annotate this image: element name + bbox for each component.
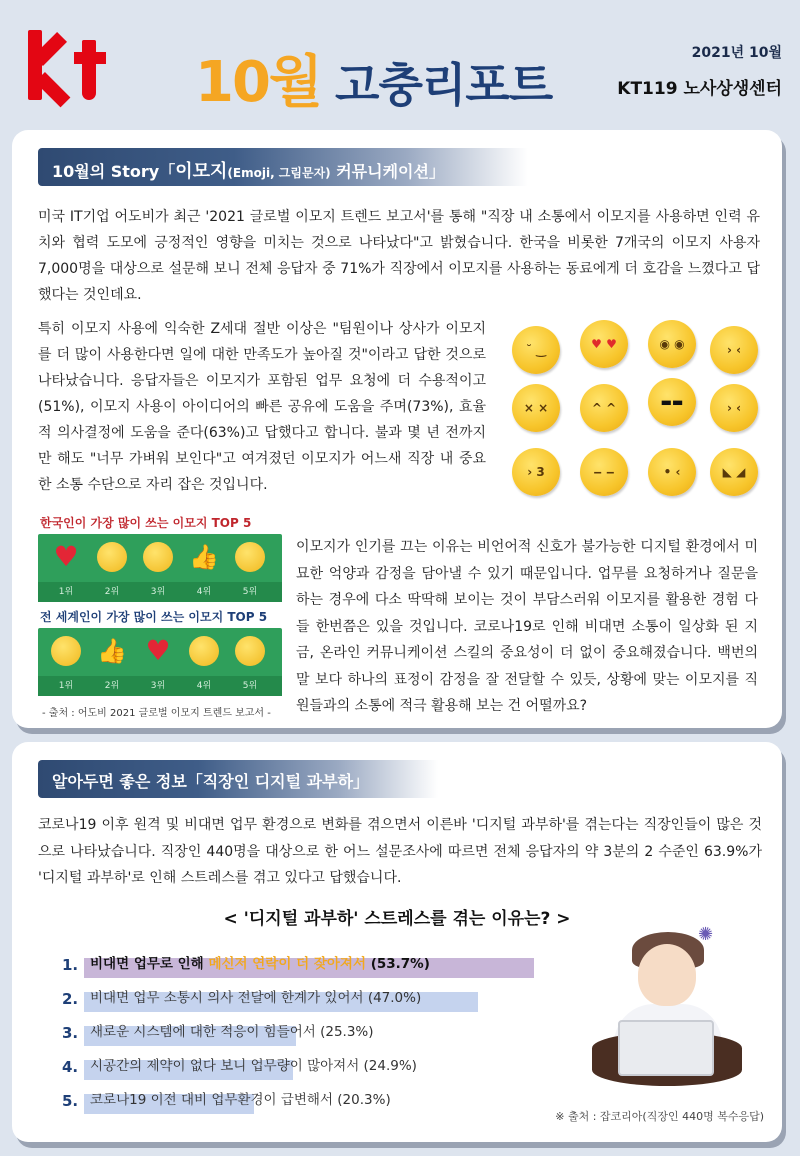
title-report: 고충리포트 <box>335 58 553 112</box>
laptop-icon <box>618 1020 714 1076</box>
survey-source-note: ※ 출처 : 잡코리아(직장인 440명 복수응답) <box>555 1110 764 1123</box>
korea-top5-label: 한국인이 가장 많이 쓰는 이모지 TOP 5 <box>40 516 252 530</box>
digital-overload-card <box>12 742 782 1142</box>
reason-text: 새로운 시스템에 대한 적응이 힘들어서 (25.3%) <box>90 1024 374 1040</box>
emoji-source-note: - 출처 : 어도비 2021 글로벌 이모지 트렌드 보고서 - <box>42 708 271 719</box>
reason-item <box>62 980 582 1014</box>
reason-item <box>62 1048 582 1082</box>
emoji-illustration-grid <box>506 320 766 504</box>
reasons-list <box>62 946 582 1116</box>
world-top5-label: 전 세계인이 가장 많이 쓰는 이모지 TOP 5 <box>40 610 268 624</box>
thumbs-up-icon: 👍 <box>189 543 219 571</box>
heart-icon: ♥ <box>145 634 171 667</box>
surprised-emoji-icon: ◉ ◉ <box>648 320 696 368</box>
reason-text: 비대면 업무로 인해 메신저 연락이 더 잦아져서 (53.7%) <box>90 956 430 972</box>
worried-face-icon <box>235 542 265 572</box>
story-paragraph-2: 특히 이모지 사용에 익숙한 Z세대 절반 이상은 "팀원이나 상사가 이모지를 더 많이 사용한다면 일에 대한 만족도가 높아질 것"이라고 답한 것으로 나타났습니다. 응답자들은 이모지가 포함된 업무 요청에 더 수용적이고(51%), 이모지 사용이 아이디어의 빠른 공유에 도움을 주며(73%), 효율적 의사결정에 도움을 준다(63%)고 답했다고 합니다. 불과 몇 년 전까지만 해도 "너무 가벼워 보인다"고 여겨졌던 이모지가 어느새 직장 내 중요한 소통 수단으로 자리 잡은 것입니다. <box>38 321 486 493</box>
reason-text: 코로나19 이전 대비 업무환경이 급변해서 (20.3%) <box>90 1092 391 1108</box>
kt-logo <box>28 30 108 100</box>
heart-eyes-emoji-icon: ♥ ♥ <box>580 320 628 368</box>
story-paragraph-3: 이모지가 인기를 끄는 이유는 비언어적 신호가 불가능한 디지털 환경에서 미묘한 억양과 감정을 담아낼 수 있기 때문입니다. 업무를 요청하거나 질문을 하는 경우에 다소 딱딱해 보이는 것이 부담스러워 이모지를 활용한 경험 다들 한번쯤은 있을 것입니다. 코로나19로 인해 비대면 소통이 일상화 된 지금, 온라인 커뮤니케이션 스킬의 중요성이 더 없이 중요해졌습니다. 백번의 말 보다 하나의 표정이 감정을 잘 전달할 수 있듯, 상황에 맞는 이모지를 직원들과의 소통에 적극 활용해 보는 건 어떨까요? <box>296 539 758 714</box>
story-paragraph-1: 미국 IT기업 어도비가 최근 '2021 글로벌 이모지 트렌드 보고서'를 통해 "직장 내 소통에서 이모지를 사용하면 인력 유치와 협력 도모에 긍정적인 영향을 미치는 것으로 나타났다"고 밝혔습니다. 한국을 비롯한 7개국의 이모지 사용자 7,000명을 대상으로 설문해 보니 전체 응답자 중 71%가 직장에서 이모지를 사용하는 동료에게 더 호감을 느꼈다고 답했다는 것인데요. <box>38 209 760 303</box>
title-month: 10월 <box>195 50 322 115</box>
smiling-hearts-icon <box>143 542 173 572</box>
emoji-story-card <box>12 130 782 728</box>
reason-number: 1. <box>62 956 79 974</box>
sunglasses-emoji-icon: ▬▬ <box>648 378 696 426</box>
world-top5-panel: 1위 👍 2위 ♥ 3위 4위 5위 <box>38 628 282 696</box>
stress-swirl-icon: ✺ <box>698 924 714 945</box>
squint-emoji-icon: › ‹ <box>710 326 758 374</box>
reason-item <box>62 946 582 980</box>
section-banner-digital-overload: 알아두면 좋은 정보「직장인 디지털 과부하」 <box>38 760 438 798</box>
reason-text: 시공간의 제약이 없다 보니 업무량이 많아져서 (24.9%) <box>90 1058 417 1074</box>
section-banner-emoji: 10월의 Story「이모지(Emoji, 그림문자) 커뮤니케이션」 <box>38 148 528 186</box>
sweat-smile-emoji-icon: ^ ^ <box>580 384 628 432</box>
blowing-kiss-icon <box>189 636 219 666</box>
page-title <box>195 38 552 118</box>
reason-item <box>62 1014 582 1048</box>
publisher-name: KT119 노사상생센터 <box>617 79 782 99</box>
tears-of-joy-icon <box>51 636 81 666</box>
overload-paragraph: 코로나19 이후 원격 및 비대면 업무 환경으로 변화를 겪으면서 이른바 '디지털 과부하'를 겪는다는 직장인들이 많은 것으로 나타났습니다. 직장인 440명을 대상으로 한 어느 설문조사에 따르면 전체 응답자의 약 3분의 2 수준인 63.9%가 '디지털 과부하'로 인해 스트레스를 겪고 있다고 답했습니다. <box>38 817 762 886</box>
issue-date: 2021년 10월 <box>691 45 782 61</box>
angry-emoji-icon: ◣ ◢ <box>710 448 758 496</box>
confused-emoji-icon: • ‹ <box>648 448 696 496</box>
stressed-worker-illustration <box>592 924 742 1094</box>
tongue-out-emoji-icon: ˘ ‿ <box>512 326 560 374</box>
survey-question: < '디지털 과부하' 스트레스를 겪는 이유는? > <box>223 909 571 929</box>
reason-text: 비대면 업무 소통시 의사 전달에 한계가 있어서 (47.0%) <box>90 990 422 1006</box>
angry-face-icon <box>97 542 127 572</box>
reason-number: 3. <box>62 1024 79 1042</box>
neutral-emoji-icon: ‒ ‒ <box>580 448 628 496</box>
heart-icon: ♥ <box>53 540 79 573</box>
reason-number: 5. <box>62 1092 79 1110</box>
wink-kiss-emoji-icon: › 3 <box>512 448 560 496</box>
dizzy-emoji-icon: × × <box>512 384 560 432</box>
crying-face-icon <box>235 636 265 666</box>
reason-number: 4. <box>62 1058 79 1076</box>
reason-number: 2. <box>62 990 79 1008</box>
page-header <box>0 0 800 128</box>
thumbs-up-icon: 👍 <box>97 637 127 665</box>
reason-item <box>62 1082 582 1116</box>
korea-top5-panel: ♥ 1위 2위 3위 👍 4위 5위 <box>38 534 282 602</box>
sad-squint-emoji-icon: › ‹ <box>710 384 758 432</box>
